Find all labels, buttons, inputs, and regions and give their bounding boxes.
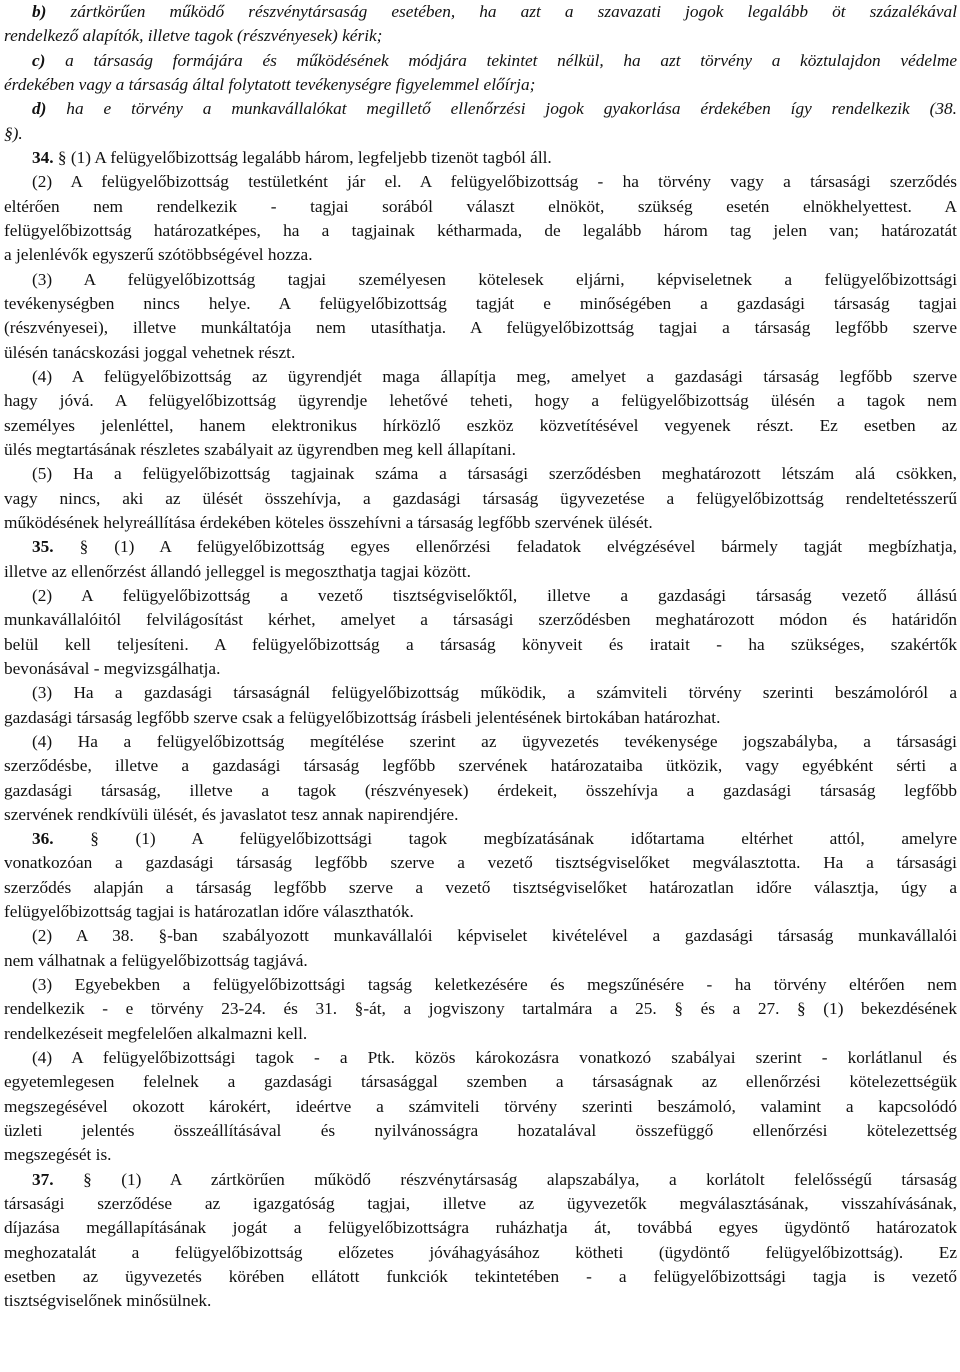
text-line bbox=[4, 1119, 957, 1143]
text-run: (4) Ha a felügyelőbizottság megítélése szerint az ügyvezetés tevékenysége jogszabályba, a társasági bbox=[32, 731, 957, 751]
text-line bbox=[4, 973, 957, 997]
text-run: rendelkezik - e törvény 23-24. és 31. §-át, a jogviszony tartalmára a 25. § és a 27. § (1) bekezdésének bbox=[4, 999, 957, 1019]
text-run: zártkörűen működő részvénytársaság esetében, ha azt a szavazati jogok legalább öt százalékával bbox=[46, 2, 957, 21]
text-line bbox=[4, 195, 957, 219]
text-line bbox=[4, 389, 957, 413]
text-line bbox=[4, 0, 957, 24]
text-run: § (1) A felügyelőbizottsági tagok megbízatásának időtartama eltérhet attól, amelyre bbox=[53, 829, 957, 849]
text-run: vonatkozóan a gazdasági társaság legfőbb szerve a vezető tisztségviselőket megválasztotta. Ha a társasági bbox=[4, 853, 957, 873]
text-line bbox=[4, 949, 957, 973]
text-run: eltérően nem rendelkezik - tagjai sorából választ elnököt, szükség esetén elnökhelyettest. A bbox=[4, 196, 957, 216]
text-line bbox=[4, 584, 957, 608]
text-run: ha e törvény a munkavállalókat megillető ellenőrzési jogok gyakorlása érdekében így rendelkezik (38. bbox=[46, 99, 957, 119]
text-line bbox=[4, 1046, 957, 1070]
text-line bbox=[4, 438, 957, 462]
text-line bbox=[4, 1095, 957, 1119]
text-run: (3) A felügyelőbizottság tagjai személyesen kötelesek eljárni, képviseletnek a felügyelőbizottsági bbox=[32, 269, 957, 289]
text-run: (3) Egyebekben a felügyelőbizottsági tagság keletkezésére és megszűnésére - ha törvény eltérően nem bbox=[32, 975, 957, 995]
text-line bbox=[4, 365, 957, 389]
text-line bbox=[4, 268, 957, 292]
text-line bbox=[4, 24, 957, 48]
text-run: megszegését is. bbox=[4, 1145, 112, 1165]
text-line bbox=[4, 1216, 957, 1240]
text-line bbox=[4, 316, 957, 340]
text-run: szervének rendkívüli ülését, és javaslatot tesz annak napirendjére. bbox=[4, 804, 459, 824]
text-run: (részvényesei), illetve munkáltatója nem utasíthatja. A felügyelőbizottság tagjai a társaság legfőbb szerve bbox=[4, 318, 957, 338]
text-line bbox=[4, 462, 957, 486]
text-line bbox=[4, 49, 957, 73]
text-line bbox=[4, 1289, 957, 1313]
text-line bbox=[4, 924, 957, 948]
text-line bbox=[4, 1241, 957, 1265]
text-run: ülés megtartásának részletes szabályait az ügyrendben meg kell állapítani. bbox=[4, 439, 516, 459]
text-line bbox=[4, 876, 957, 900]
text-run: § (1) A felügyelőbizottság egyes ellenőrzési feladatok elvégzésével bármely tagját megbízhatja, bbox=[53, 537, 957, 557]
text-line bbox=[4, 414, 957, 438]
text-line bbox=[4, 803, 957, 827]
section-heading-line bbox=[4, 1168, 957, 1192]
section-heading-line bbox=[4, 535, 957, 559]
text-run: § (1) A zártkörűen működő részvénytársaság alapszabálya, a korlátolt felelősségű társaság bbox=[53, 1169, 957, 1189]
list-marker: d) bbox=[32, 99, 47, 119]
text-line bbox=[4, 1143, 957, 1167]
text-run: esetben az ügyvezetés körében ellátott funkciók tekintetében - a felügyelőbizottsági tagja is vezető bbox=[4, 1267, 957, 1287]
text-line bbox=[4, 560, 957, 584]
text-run: egyetemlegesen felelnek a gazdasági társasággal szemben a társaságnak az ellenőrzési kötelezettségük bbox=[4, 1072, 957, 1092]
text-run: tisztségviselőnek minősülnek. bbox=[4, 1291, 212, 1311]
text-line bbox=[4, 681, 957, 705]
text-run: érdekében vagy a társaság által folytatott tevékenységre figyelemmel előírja; bbox=[4, 74, 536, 94]
text-line bbox=[4, 633, 957, 657]
text-run: (4) A felügyelőbizottsági tagok - a Ptk. közös károkozásra vonatkozó szabályai szerint - korlátlanul és bbox=[32, 1048, 957, 1068]
text-line bbox=[4, 341, 957, 365]
text-run: üzleti jelentés összeállításával és nyilvánosságra hozatalával összefüggő ellenőrzési kötelezettség bbox=[4, 1121, 957, 1141]
text-run: felügyelőbizottság határozatképes, ha a tagjainak kétharmada, de legalább három tag jelen van; határozatát bbox=[4, 220, 957, 240]
section-heading-line bbox=[4, 827, 957, 851]
text-run: működésének helyreállítása érdekében köteles összehívni a társaság legfőbb szervének ülését. bbox=[4, 512, 653, 532]
section-number: 37. bbox=[32, 1169, 54, 1189]
text-run: hagy jóvá. A felügyelőbizottság ügyrendje lehetővé teheti, hogy a felügyelőbizottság ülésén a tagok nem bbox=[4, 391, 957, 411]
text-run: illetve az ellenőrzést állandó jelleggel is megoszthatja tagjai között. bbox=[4, 561, 471, 581]
text-line bbox=[4, 1022, 957, 1046]
text-run: munkavállalóitól felvilágosítást kérhet, amelyet a társasági szerződésben meghatározott módon és határidőn bbox=[4, 610, 957, 630]
text-line bbox=[4, 219, 957, 243]
text-run: nem válhatnak a felügyelőbizottság tagjává. bbox=[4, 950, 308, 970]
text-line bbox=[4, 511, 957, 535]
text-run: felügyelőbizottság tagjai is határozatlan időre választhatók. bbox=[4, 902, 414, 922]
text-line bbox=[4, 779, 957, 803]
text-line bbox=[4, 97, 957, 121]
text-run: rendelkezéseit megfelelően alkalmazni kell. bbox=[4, 1023, 308, 1043]
text-run: (2) A 38. §-ban szabályozott munkavállalói képviselet kivételével a gazdasági társaság munkavállalói bbox=[32, 926, 957, 946]
list-marker: c) bbox=[32, 50, 46, 70]
text-line bbox=[4, 754, 957, 778]
text-run: (5) Ha a felügyelőbizottság tagjainak száma a társasági szerződésben meghatározott létszám alá csökken, bbox=[32, 464, 957, 484]
text-run: (2) A felügyelőbizottság a vezető tisztségviselőktől, illetve a gazdasági társaság vezető állású bbox=[32, 585, 957, 605]
text-run: gazdasági társaság, illetve a tagok (részvényesek) érdekeit, összehívja a gazdasági társaság legfőbb bbox=[4, 780, 957, 800]
text-run: szerződés alapján a társaság legfőbb szerve a vezető tisztségviselőket határozatlan időre választja, úgy a bbox=[4, 877, 957, 897]
list-marker: b) bbox=[32, 2, 47, 21]
text-run: bevonásával - megvizsgálhatja. bbox=[4, 658, 221, 678]
text-line bbox=[4, 900, 957, 924]
text-run: díjazása megállapításának jogát a felügyelőbizottságra ruházhatja át, továbbá egyes ügydöntő határozatok bbox=[4, 1218, 957, 1238]
text-run: belül kell teljesíteni. A felügyelőbizottság a társaság könyveit és iratait - ha szükséges, szakértők bbox=[4, 634, 957, 654]
text-line bbox=[4, 1265, 957, 1289]
text-line bbox=[4, 1192, 957, 1216]
text-run: ülésén tanácskozási joggal vehetnek részt. bbox=[4, 342, 296, 362]
text-run: szerződésbe, illetve a gazdasági társaság legfőbb szervének határozataiba ütközik, vagy egyébként sérti a bbox=[4, 756, 957, 776]
text-run: § (1) A felügyelőbizottság legalább három, legfeljebb tizenöt tagból áll. bbox=[53, 147, 552, 167]
section-number: 36. bbox=[32, 829, 54, 849]
text-line bbox=[4, 243, 957, 267]
text-run: vagy nincs, aki az ülését összehívja, a gazdasági társaság ügyvezetése a felügyelőbizottság rendeltetésszerű bbox=[4, 488, 957, 508]
text-line bbox=[4, 851, 957, 875]
text-line bbox=[4, 122, 957, 146]
section-number: 34. bbox=[32, 147, 54, 167]
text-run: meghozatalát a felügyelőbizottság előzetes jóváhagyásához kötheti (ügydöntő felügyelőbizottság). Ez bbox=[4, 1242, 957, 1262]
text-line bbox=[4, 1070, 957, 1094]
section-number: 35. bbox=[32, 537, 54, 557]
text-line bbox=[4, 657, 957, 681]
text-line bbox=[4, 73, 957, 97]
text-line bbox=[4, 487, 957, 511]
text-line bbox=[4, 170, 957, 194]
text-run: személyes jelenléttel, hanem elektronikus hírközlő eszköz közvetítésével vegyenek részt. Ez esetben az bbox=[4, 415, 957, 435]
text-run: (4) A felügyelőbizottság az ügyrendjét maga állapítja meg, amelyet a gazdasági társaság legfőbb szerve bbox=[32, 366, 957, 386]
text-run: társasági szerződése az igazgatóság tagjai, illetve az ügyvezetők megválasztásának, visszahívásának, bbox=[4, 1194, 957, 1214]
text-run: §). bbox=[4, 123, 23, 143]
text-line bbox=[4, 706, 957, 730]
text-run: gazdasági társaság legfőbb szerve csak a felügyelőbizottság írásbeli jelentésének birtokában határozhat. bbox=[4, 707, 721, 727]
text-run: (3) Ha a gazdasági társaságnál felügyelőbizottság működik, a számviteli törvény szerinti beszámolóról a bbox=[32, 683, 957, 703]
text-line bbox=[4, 608, 957, 632]
text-line bbox=[4, 730, 957, 754]
text-run: a jelenlévők egyszerű szótöbbségével hozza. bbox=[4, 245, 313, 265]
text-run: megszegésével okozott károkért, ideértve a számviteli törvény szerinti beszámoló, valamint a kapcsolódó bbox=[4, 1096, 957, 1116]
text-run: tevékenységben nincs helye. A felügyelőbizottság tagját e minőségében a gazdasági társaság tagjai bbox=[4, 293, 957, 313]
text-run: (2) A felügyelőbizottság testületként jár el. A felügyelőbizottság - ha törvény vagy a társasági szerződés bbox=[32, 172, 957, 192]
text-run: rendelkező alapítók, illetve tagok (részvényesek) kérik; bbox=[4, 26, 383, 46]
text-line bbox=[4, 292, 957, 316]
text-line bbox=[4, 997, 957, 1021]
text-run: a társaság formájára és működésének módjára tekintet nélkül, ha azt törvény a köztulajdon védelme bbox=[45, 50, 957, 70]
section-heading-line bbox=[4, 146, 957, 170]
